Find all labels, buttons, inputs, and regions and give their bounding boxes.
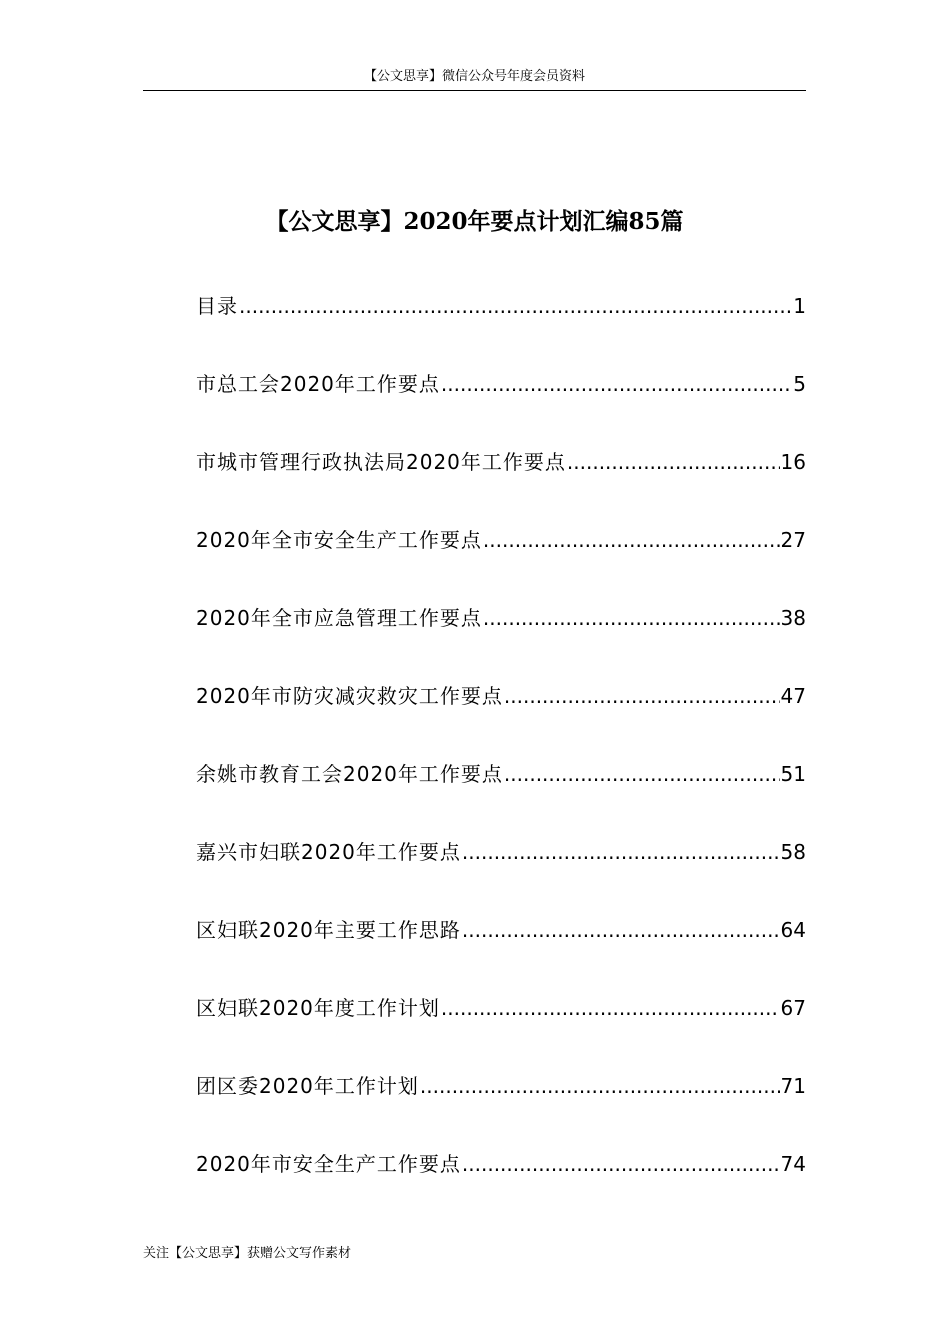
header-text: 【公文思享】微信公众号年度会员资料: [363, 69, 585, 84]
toc-dot-leader: [239, 288, 792, 324]
toc-entry-label: 嘉兴市妇联2020年工作要点: [196, 840, 461, 864]
toc-entry-label: 2020年全市应急管理工作要点: [196, 606, 482, 630]
toc-dot-leader: [420, 1068, 780, 1104]
toc-dot-leader: [462, 912, 780, 948]
page-header: [143, 68, 806, 91]
toc-entry[interactable]: [196, 1068, 806, 1146]
toc-entry-page: 1: [793, 294, 806, 318]
toc-entry[interactable]: [196, 444, 806, 522]
toc-entry-label: 2020年全市安全生产工作要点: [196, 528, 482, 552]
toc-entry[interactable]: [196, 834, 806, 912]
toc-dot-leader: [441, 990, 780, 1026]
toc-entry-label: 余姚市教育工会2020年工作要点: [196, 762, 503, 786]
toc-entry-label: 2020年市安全生产工作要点: [196, 1152, 461, 1176]
toc-entry-label: 目录: [196, 294, 238, 318]
toc-entry-label: 2020年市防灾减灾救灾工作要点: [196, 684, 503, 708]
document-title: 【公文思享】2020年要点计划汇编85篇: [265, 208, 684, 235]
toc-entry-label: 市总工会2020年工作要点: [196, 372, 440, 396]
toc-dot-leader: [567, 444, 780, 480]
toc-entry-page: 38: [780, 606, 806, 630]
toc-entry-page: 74: [780, 1152, 806, 1176]
toc-entry-page: 27: [780, 528, 806, 552]
toc-entry[interactable]: [196, 288, 806, 366]
toc-entry-page: 51: [780, 762, 806, 786]
toc-entry[interactable]: [196, 912, 806, 990]
toc-dot-leader: [483, 600, 780, 636]
toc-entry-label: 市城市管理行政执法局2020年工作要点: [196, 450, 566, 474]
toc-entry[interactable]: [196, 600, 806, 678]
toc-entry-page: 64: [780, 918, 806, 942]
toc-entry[interactable]: [196, 366, 806, 444]
toc-entry-page: 71: [780, 1074, 806, 1098]
toc-entry-label: 区妇联2020年主要工作思路: [196, 918, 461, 942]
toc-entry[interactable]: [196, 756, 806, 834]
toc-dot-leader: [504, 756, 780, 792]
toc-dot-leader: [483, 522, 780, 558]
toc-dot-leader: [441, 366, 792, 402]
page-footer: 关注【公文思享】获赠公文写作素材: [143, 1246, 352, 1261]
toc-entry-page: 5: [793, 372, 806, 396]
toc-entry[interactable]: [196, 990, 806, 1068]
toc-entry[interactable]: [196, 1146, 806, 1224]
toc-entry[interactable]: [196, 678, 806, 756]
toc-entry-page: 58: [780, 840, 806, 864]
toc-entry-label: 区妇联2020年度工作计划: [196, 996, 440, 1020]
toc-dot-leader: [462, 1146, 780, 1182]
toc-entry-label: 团区委2020年工作计划: [196, 1074, 419, 1098]
toc-dot-leader: [504, 678, 780, 714]
toc-entry-page: 67: [780, 996, 806, 1020]
toc-entry-page: 16: [780, 450, 806, 474]
toc-entry[interactable]: [196, 522, 806, 600]
toc-entry-page: 47: [780, 684, 806, 708]
toc-dot-leader: [462, 834, 780, 870]
table-of-contents: [196, 288, 806, 1224]
